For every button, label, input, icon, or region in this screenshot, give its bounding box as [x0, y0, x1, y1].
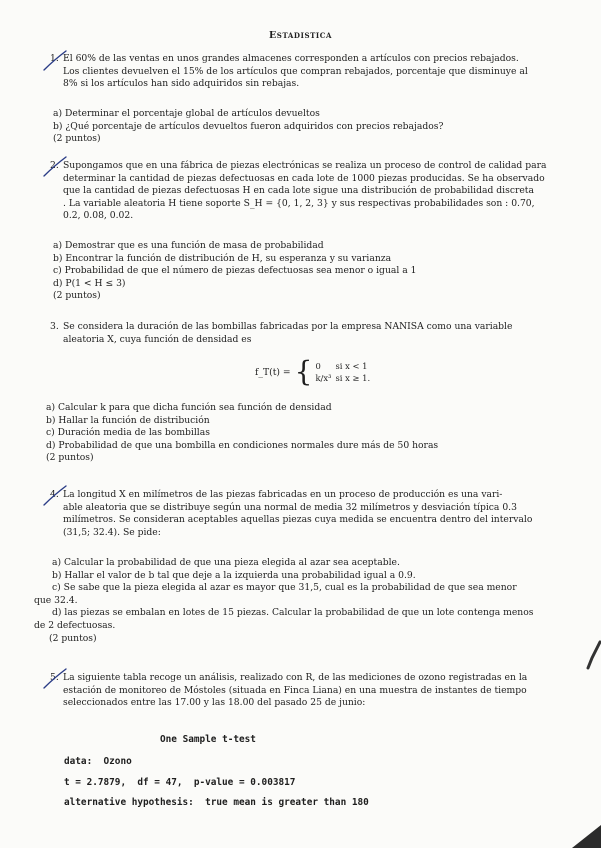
formula-brace: {	[294, 355, 313, 388]
q1-parts	[53, 108, 443, 146]
pen-tick-mark-q5	[40, 666, 70, 696]
q1-points: (2 puntos)	[53, 133, 101, 145]
q5-statement	[63, 672, 527, 710]
q2-points: (2 puntos)	[53, 290, 101, 302]
q3-part-c: c) Duración media de las bombillas	[46, 427, 210, 439]
q2-line: determinar la cantidad de piezas defectuosas en cada lote de 1000 piezas producidas. Se ha observado	[63, 172, 545, 184]
exam-title: Estadistica	[268, 30, 333, 41]
q4-statement	[63, 489, 532, 539]
r-output-heading: One Sample t-test	[160, 734, 256, 745]
q1-part-a: a) Determinar el porcentaje global de artículos devueltos	[53, 108, 320, 119]
r-output-data: data: Ozono	[64, 756, 132, 767]
q2-number: 2.	[50, 160, 59, 171]
q5-number: 5.	[50, 672, 59, 683]
q1-line: Los clientes devuelven el 15% de los artículos que compran rebajados, porcentaje que disminuye al	[63, 65, 528, 77]
density-formula	[255, 355, 371, 388]
q2-statement	[63, 160, 546, 223]
q2-line: que la cantidad de piezas defectuosas H en cada lote sigue una distribución de probabilidad discreta	[63, 185, 534, 197]
formula-case-1	[315, 360, 370, 372]
pen-tick-mark-q4	[40, 483, 70, 513]
q1-line: 8% si los artículos han sido adquiridos sin rebajas.	[63, 78, 300, 90]
q2-part-b: b) Encontrar la función de distribución de H, su esperanza y su varianza	[53, 252, 392, 264]
q2-line: . La variable aleatoria H tiene soporte S_H = {0, 1, 2, 3} y sus respectivas probabilidades son : 0.70,	[63, 197, 535, 209]
q3-part-a: a) Calcular k para que dicha función sea función de densidad	[46, 402, 332, 413]
formula-lhs: f_T(t) =	[255, 366, 291, 378]
q5-line: estación de monitoreo de Móstoles (situada en Finca Liana) en una muestra de instantes de tiempo	[63, 684, 527, 696]
q3-part-d: d) Probabilidad de que una bombilla en condiciones normales dure más de 50 horas	[46, 439, 439, 451]
q5-line: seleccionados entre las 17.00 y las 18.00 del pasado 25 de junio:	[63, 697, 366, 709]
formula-cases	[315, 360, 370, 384]
q2-part-a: a) Demostrar que es una función de masa de probabilidad	[53, 240, 324, 251]
q2-line: 0.2, 0.08, 0.02.	[63, 210, 134, 222]
q3-number: 3.	[50, 321, 59, 332]
q4-part-c-cont: que 32.4.	[34, 594, 78, 606]
q3-part-b: b) Hallar la función de distribución	[46, 414, 210, 426]
q3-parts	[46, 402, 438, 465]
q2-parts	[53, 240, 416, 303]
q2-part-d: d) P(1 < H ≤ 3)	[53, 277, 126, 289]
q1-statement	[63, 53, 528, 91]
margin-scribble-icon	[586, 640, 601, 670]
q4-points: (2 puntos)	[49, 632, 97, 644]
q3-statement	[63, 321, 512, 346]
q3-line: aleatoria X, cuya función de densidad es	[63, 333, 252, 345]
case2-value: k/x³	[315, 372, 332, 383]
q4-part-c: c) Se sabe que la pieza elegida al azar es mayor que 31,5, cual es la probabilidad de que sea menor	[52, 582, 517, 594]
formula-case-2	[315, 372, 370, 384]
q3-points: (2 puntos)	[46, 452, 94, 464]
pen-tick-mark-q1	[40, 48, 70, 78]
q1-part-b: b) ¿Qué porcentaje de artículos devueltos fueron adquiridos con precios rebajados?	[53, 120, 444, 132]
q4-line: (31,5; 32.4). Se pide:	[63, 526, 161, 538]
q4-part-b: b) Hallar el valor de b tal que deje a la izquierda una probabilidad igual a 0.9.	[52, 569, 416, 581]
q4-part-a: a) Calcular la probabilidad de que una pieza elegida al azar sea aceptable.	[52, 557, 400, 568]
case1-value: 0	[315, 360, 321, 371]
q4-part-d: d) las piezas se embalan en lotes de 15 piezas. Calcular la probabilidad de que un lote contenga menos	[52, 607, 534, 619]
q4-line: milímetros. Se consideran aceptables aquellas piezas cuya medida se encuentra dentro del intervalo	[63, 514, 533, 526]
q1-number: 1.	[50, 53, 59, 64]
scan-corner-shadow	[572, 825, 601, 848]
r-output-alternative: alternative hypothesis: true mean is greater than 180	[64, 797, 369, 808]
q2-line: Supongamos que en una fábrica de piezas electrónicas se realiza un proceso de control de calidad para	[63, 160, 547, 171]
case2-condition: si x ≥ 1.	[335, 372, 371, 383]
q4-part-d-cont: de 2 defectuosas.	[34, 619, 116, 631]
q4-number: 4.	[50, 489, 59, 500]
q4-line: able aleatoria que se distribuye según una normal de media 32 milímetros y desviación típica 0.3	[63, 501, 517, 513]
q2-part-c: c) Probabilidad de que el número de piezas defectuosas sea menor o igual a 1	[53, 265, 417, 277]
case1-condition: si x < 1	[335, 360, 368, 371]
pen-tick-mark-q2	[40, 154, 70, 184]
q4-parts	[34, 557, 533, 645]
r-output-stats: t = 2.7879, df = 47, p-value = 0.003817	[64, 777, 296, 788]
q5-line: La siguiente tabla recoge un análisis, realizado con R, de las mediciones de ozono registradas en la	[63, 672, 528, 683]
q3-line: Se considera la duración de las bombillas fabricadas por la empresa NANISA como una variable	[63, 321, 513, 332]
q4-line: La longitud X en milímetros de las piezas fabricadas en un proceso de producción es una vari-	[63, 489, 503, 500]
q1-line: El 60% de las ventas en unos grandes almacenes corresponden a artículos con precios rebajados.	[63, 53, 519, 64]
